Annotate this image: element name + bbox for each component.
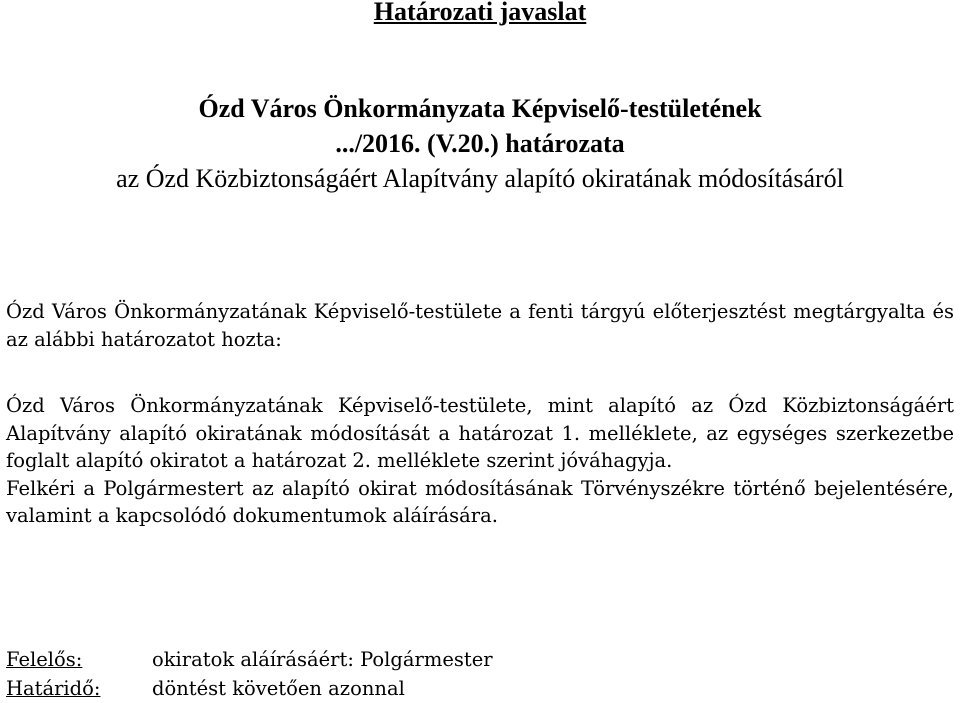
resolution-issuer: Ózd Város Önkormányzata Képviselő-testületének [198,94,762,123]
resolution-number: .../2016. (V.20.) határozata [335,129,625,158]
responsible-value: okiratok aláírásáért: Polgármester [152,648,493,671]
decision-paragraph-mandate: Felkéri a Polgármestert az alapító okirat módosításának Törvényszékre történő bejelentésére, valamint a kapcsolódó dokumentumok aláírására. [6,476,954,527]
resolution-subject: az Ózd Közbiztonságáért Alapítvány alapító okiratának módosításáról [116,164,844,193]
decision-paragraph-approval: Ózd Város Önkormányzatának Képviselő-testülete, mint alapító az Ózd Közbiztonságáért Alapítvány alapító okiratának módosítását a határozat 1. melléklete, az egységes szerkezetbe foglalt alapító okiratot a határozat 2. melléklete szerint jóváhagyja. [6,394,954,472]
deadline-row [6,674,954,703]
responsibility-block [6,645,954,703]
decision-section [6,392,954,530]
deadline-value: döntést követően azonnal [152,677,405,700]
document-title: Határozati javaslat [373,0,587,26]
resolution-header [0,91,960,196]
responsible-row [6,645,954,674]
intro-paragraph: Ózd Város Önkormányzatának Képviselő-testülete a fenti tárgyú előterjesztést megtárgyalta és az alábbi határozatot hozta: [6,300,954,351]
responsible-label: Felelős: [6,648,83,671]
deadline-label: Határidő: [6,677,101,700]
